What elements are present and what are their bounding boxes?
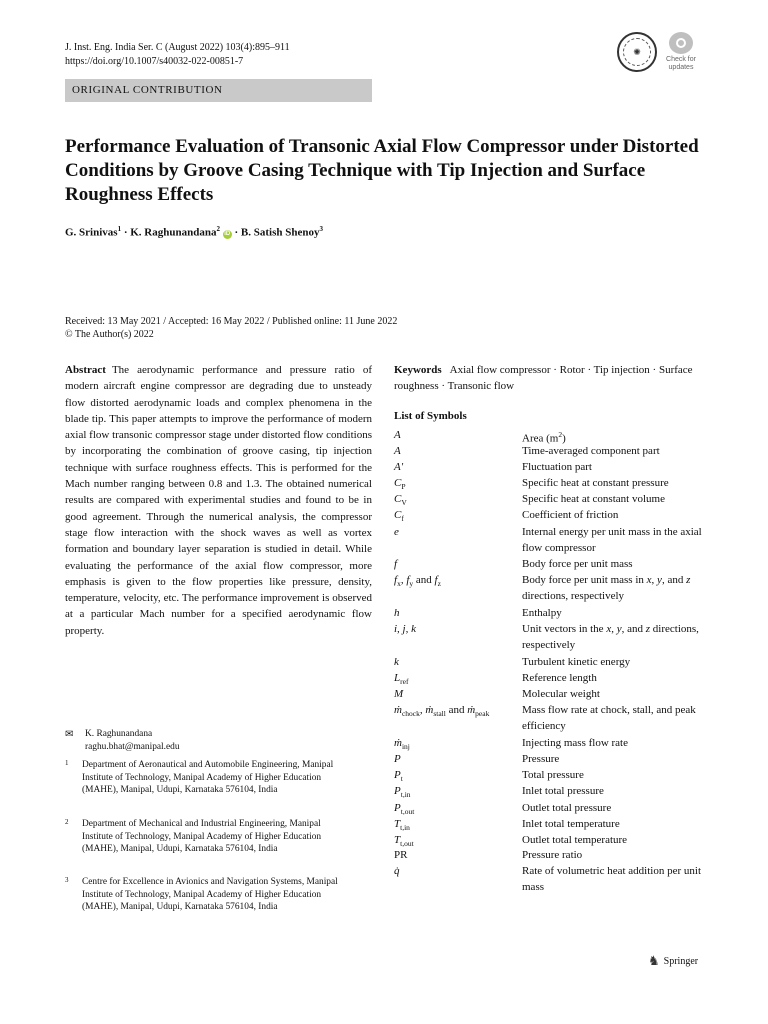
symbol: $f_x$, $f_y$ and $f_z$ — [394, 574, 441, 589]
abstract-label: Abstract — [65, 364, 106, 376]
affiliation-number: 3 — [65, 876, 69, 884]
keywords — [394, 362, 709, 395]
symbol: $P_{t,out}$ — [394, 802, 415, 817]
symbol: ṁ$_{inj}$ — [394, 737, 410, 752]
symbol: $L_{ref}$ — [394, 672, 409, 687]
symbol: e — [394, 526, 399, 538]
symbol-description: Pressure ratio — [522, 849, 583, 861]
journal-citation: J. Inst. Eng. India Ser. C (August 2022) 103(4):895–911 — [65, 42, 290, 53]
symbol: $T_{t,out}$ — [394, 834, 414, 849]
symbol-description: Unit vectors in the x, y, and z directions, respectively — [522, 623, 699, 652]
symbol-description: Internal energy per unit mass in the axial flow compressor — [522, 526, 702, 555]
symbol-description: Body force per unit mass — [522, 558, 633, 570]
symbol-description: Coefficient of friction — [522, 509, 619, 521]
symbol-description: Total pressure — [522, 769, 584, 781]
keywords-text: Axial flow compressor · Rotor · Tip injection · Surface roughness · Transonic flow — [394, 364, 693, 393]
symbol: $P_{t,in}$ — [394, 785, 411, 800]
header-badges — [617, 32, 699, 72]
symbol: A — [394, 429, 401, 441]
symbol-description: Time-averaged component part — [522, 445, 660, 457]
symbol: $C_P$ — [394, 477, 406, 492]
author-affil-ref: 1 — [117, 225, 122, 233]
symbol-description: Outlet total temperature — [522, 834, 628, 846]
symbol: k — [394, 656, 399, 668]
symbol-description: Rate of volumetric heat addition per unit mass — [522, 865, 702, 894]
symbol: f — [394, 558, 398, 570]
symbol: $T_{t,in}$ — [394, 818, 410, 833]
author-separator: · — [231, 226, 241, 239]
abstract — [65, 362, 372, 639]
envelope-icon: ✉ — [65, 729, 74, 740]
update-icon — [669, 32, 693, 54]
symbol-description: Mass flow rate at chock, stall, and peak efficiency — [522, 704, 696, 733]
author-affil-ref: 3 — [319, 225, 323, 233]
orcid-icon[interactable]: iD — [224, 230, 231, 237]
article-type-banner: ORIGINAL CONTRIBUTION — [65, 79, 372, 102]
author-separator: · — [121, 226, 131, 239]
symbols-heading: List of Symbols — [394, 410, 467, 422]
affiliation-number: 1 — [65, 759, 69, 767]
abstract-text: The aerodynamic performance and pressure ratio of modern aircraft engine compressor are degrading due to unsteady flow distorted aerodynamic loads and complex phenomena in the blade tip. This paper attempts to improve the performance of modern axial flow transonic compressor stage under distorted flow conditions by incorporating the combination of groove casing, tip injection technique with surface roughness effects. This is performed for the Mach number ranging between 0.8 and 1.3. The obtained numerical results are compared with experimental studies and found to be in good agreement. Through the numerical analysis, the compressor stage flow interaction with the shock waves as well as vortex formation and boundary layer separation is studied in detail. While evaluating the performance of the axial flow compressor, more emphasis is given to the flow properties like pressure, density, temperature, velocity, etc. The performance improvement is observed at a particular Mach number for a specified aerodynamic flow property. — [65, 364, 372, 637]
publisher-logo — [648, 953, 698, 969]
springer-horse-icon: ♞ — [648, 953, 660, 968]
publisher-name: Springer — [663, 955, 699, 967]
author-name[interactable]: B. Satish Shenoy — [240, 226, 320, 239]
check-for-updates-button[interactable] — [663, 32, 699, 72]
symbol: P — [394, 753, 401, 765]
corresponding-email[interactable]: raghu.bhat@manipal.edu — [85, 741, 180, 752]
symbol-description: Turbulent kinetic energy — [522, 656, 631, 668]
corresponding-author: K. Raghunandana — [85, 729, 153, 739]
symbol-description: Pressure — [522, 753, 560, 765]
publication-dates — [65, 315, 397, 341]
symbol-description: Outlet total pressure — [522, 802, 612, 814]
copyright-line: © The Author(s) 2022 — [65, 329, 154, 340]
journal-header — [65, 41, 290, 69]
check-updates-line1: Check for — [666, 56, 696, 63]
symbol: $P_t$ — [394, 769, 403, 784]
symbol-description: Inlet total temperature — [522, 818, 620, 830]
symbol: q̇ — [394, 865, 400, 877]
affiliation-text: Centre for Excellence in Avionics and Navigation Systems, Manipal Institute of Technology, Manipal Academy of Higher Education (MAHE), Manipal, Udupi, Karnataka 576104, India — [82, 877, 338, 912]
author-list — [65, 225, 323, 239]
symbol-description: Molecular weight — [522, 688, 600, 700]
symbol: PR — [394, 849, 408, 861]
symbol-description: Fluctuation part — [522, 461, 592, 473]
symbol: $C_V$ — [394, 493, 407, 508]
symbol: $C_f$ — [394, 509, 404, 524]
symbol-description: Specific heat at constant pressure — [522, 477, 669, 489]
affiliation-text: Department of Aeronautical and Automobile Engineering, Manipal Institute of Technology, Manipal Academy of Higher Education (MAHE), Manipal, Udupi, Karnataka 576104, India — [82, 760, 334, 795]
symbol: A′ — [394, 461, 404, 473]
symbol-description: Body force per unit mass in x, y, and z directions, respectively — [522, 574, 691, 603]
affiliation-text: Department of Mechanical and Industrial Engineering, Manipal Institute of Technology, Manipal Academy of Higher Education (MAHE), Manipal, Udupi, Karnataka 576104, India — [82, 819, 322, 854]
symbol: ṁ$_{chock}$, ṁ$_{stall}$ and ṁ$_{peak}$ — [394, 704, 490, 719]
author-affil-ref: 2 — [216, 225, 220, 233]
check-updates-line2: updates — [668, 64, 694, 71]
symbol: h — [394, 607, 400, 619]
affiliation-number: 2 — [65, 818, 69, 826]
institution-seal-icon: ✺ — [617, 32, 657, 72]
symbol-description: Reference length — [522, 672, 597, 684]
symbol: A — [394, 445, 401, 457]
symbol-description: Injecting mass flow rate — [522, 737, 628, 749]
author-name[interactable]: K. Raghunandana — [130, 226, 217, 239]
symbol-description: Enthalpy — [522, 607, 562, 619]
history-dates: Received: 13 May 2021 / Accepted: 16 May 2022 / Published online: 11 June 2022 — [65, 316, 398, 327]
symbol: i, j, k — [394, 623, 416, 635]
keywords-label: Keywords — [394, 364, 442, 376]
symbol-description: Area $(m^2)$ — [522, 430, 566, 445]
symbol-description: Inlet total pressure — [522, 785, 604, 797]
symbol: M — [394, 688, 404, 700]
author-name[interactable]: G. Srinivas — [65, 226, 118, 239]
doi-link[interactable]: https://doi.org/10.1007/s40032-022-00851-7 — [65, 56, 244, 67]
paper-title: Performance Evaluation of Transonic Axial Flow Compressor under Distorted Conditions by Groove Casing Technique with Tip Injection and Surface Roughness Effects — [65, 136, 699, 205]
symbol-description: Specific heat at constant volume — [522, 493, 665, 505]
